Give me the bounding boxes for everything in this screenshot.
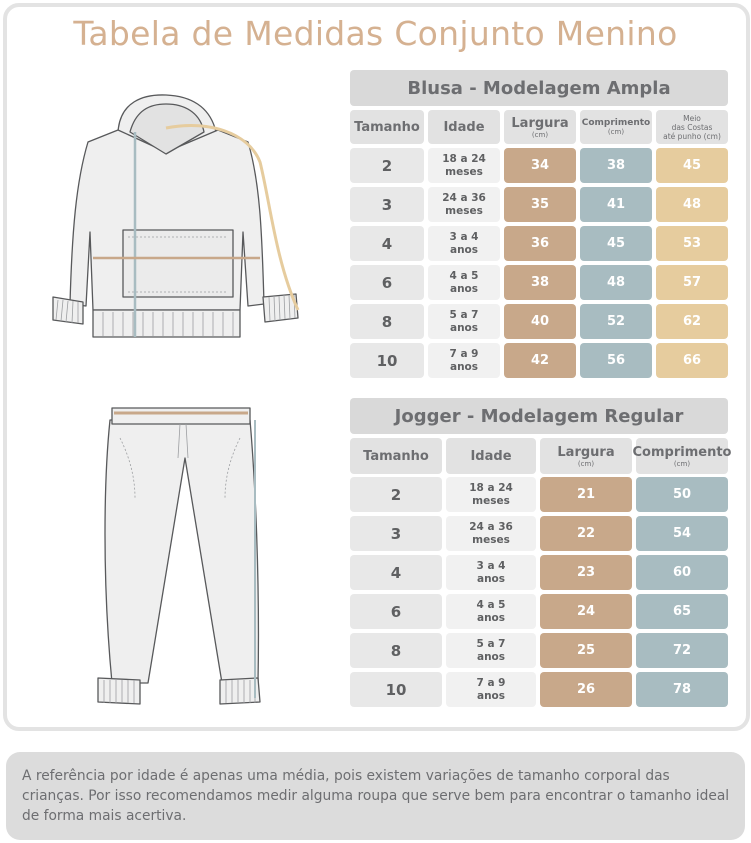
age-cell xyxy=(446,555,536,590)
cell-text: até punho (cm) xyxy=(663,131,721,141)
meio-costas-cell xyxy=(656,148,728,183)
size-cell xyxy=(350,265,424,300)
comprimento-cell xyxy=(580,265,652,300)
cell-text: Largura xyxy=(511,115,569,131)
comprimento-cell xyxy=(636,633,728,668)
largura-cell xyxy=(504,304,576,339)
cell-text: 4 xyxy=(381,234,393,253)
cell-text: 5 a 7 xyxy=(476,637,506,650)
size-cell xyxy=(350,148,424,183)
cell-text: 56 xyxy=(606,353,626,368)
cell-text: 25 xyxy=(576,643,596,658)
cell-text: 45 xyxy=(606,236,626,251)
largura-cell xyxy=(504,265,576,300)
comprimento-cell xyxy=(636,672,728,707)
meio-costas-cell xyxy=(656,226,728,261)
size-cell xyxy=(350,187,424,222)
cell-text: Tamanho xyxy=(363,448,429,464)
cell-text: 78 xyxy=(672,682,692,697)
cell-text: 8 xyxy=(381,312,393,331)
cell-text: (cm) xyxy=(531,130,549,139)
cell-text: Largura xyxy=(557,444,615,460)
comprimento-cell xyxy=(580,148,652,183)
cell-text: 24 xyxy=(576,604,596,619)
cell-text: meses xyxy=(472,494,510,507)
largura-cell xyxy=(540,594,632,629)
largura-cell xyxy=(504,148,576,183)
comprimento-cell xyxy=(580,187,652,222)
comprimento-cell xyxy=(636,477,728,512)
cell-text: 38 xyxy=(530,275,550,290)
cell-text: 10 xyxy=(385,680,407,699)
header-meio-costas xyxy=(656,110,728,144)
jogger-table-heading: Jogger - Modelagem Regular xyxy=(350,398,728,434)
largura-cell xyxy=(540,477,632,512)
header-idade xyxy=(428,110,500,144)
cell-text: 38 xyxy=(606,158,626,173)
comprimento-cell xyxy=(580,343,652,378)
comprimento-cell xyxy=(580,226,652,261)
header-largura xyxy=(504,110,576,144)
header-comprimento xyxy=(580,110,652,144)
cell-text: 42 xyxy=(530,353,550,368)
age-cell xyxy=(446,516,536,551)
cell-text: 2 xyxy=(390,485,402,504)
largura-cell xyxy=(540,672,632,707)
cell-text: 36 xyxy=(530,236,550,251)
cell-text: anos xyxy=(476,650,506,663)
size-cell xyxy=(350,555,442,590)
cell-text: 18 a 24 xyxy=(469,481,513,494)
comprimento-cell xyxy=(636,516,728,551)
cell-text: Tamanho xyxy=(354,119,420,135)
largura-cell xyxy=(540,555,632,590)
cell-text: 21 xyxy=(576,487,596,502)
cell-text: 3 xyxy=(390,524,402,543)
cell-text: 6 xyxy=(390,602,402,621)
size-cell xyxy=(350,226,424,261)
cell-text: 66 xyxy=(682,353,702,368)
meio-costas-cell xyxy=(656,187,728,222)
largura-cell xyxy=(540,633,632,668)
age-cell xyxy=(446,672,536,707)
age-cell xyxy=(428,265,500,300)
age-cell xyxy=(446,633,536,668)
cell-text: 40 xyxy=(530,314,550,329)
cell-text: 41 xyxy=(606,197,626,212)
largura-cell xyxy=(504,343,576,378)
cell-text: 53 xyxy=(682,236,702,251)
cell-text: (cm) xyxy=(607,128,625,136)
cell-text: 48 xyxy=(682,197,702,212)
footer-text: A referência por idade é apenas uma média, pois existem variações de tamanho corporal das crianças. Por isso recomendamos medir alguma roupa que serve bem para encontrar o tamanho ideal de forma mais acertiva. xyxy=(22,768,730,824)
age-cell xyxy=(428,226,500,261)
cell-text: 45 xyxy=(682,158,702,173)
cell-text: anos xyxy=(449,360,479,373)
cell-text: 7 a 9 xyxy=(449,347,479,360)
size-cell xyxy=(350,594,442,629)
size-cell xyxy=(350,477,442,512)
largura-cell xyxy=(540,516,632,551)
size-cell xyxy=(350,304,424,339)
meio-costas-cell xyxy=(656,265,728,300)
cell-text: anos xyxy=(476,611,506,624)
header-comprimento xyxy=(632,438,732,474)
cell-text: 3 a 4 xyxy=(449,230,479,243)
cell-text: 34 xyxy=(530,158,550,173)
largura-cell xyxy=(504,187,576,222)
cell-text: Idade xyxy=(443,119,485,135)
cell-text: meses xyxy=(445,204,483,217)
header-largura xyxy=(540,438,632,474)
cell-text: (cm) xyxy=(577,459,595,468)
cell-text: meses xyxy=(472,533,510,546)
cell-text: 4 a 5 xyxy=(449,269,479,282)
size-cell xyxy=(350,633,442,668)
size-cell xyxy=(350,343,424,378)
page-title: Tabela de Medidas Conjunto Menino xyxy=(73,14,678,53)
cell-text: 3 xyxy=(381,195,393,214)
comprimento-cell xyxy=(636,594,728,629)
meio-costas-cell xyxy=(656,304,728,339)
cell-text: meses xyxy=(445,165,483,178)
age-cell xyxy=(446,477,536,512)
cell-text: Comprimento xyxy=(632,444,732,460)
header-idade xyxy=(446,438,536,474)
header-tamanho xyxy=(350,438,442,474)
cell-text: Meio xyxy=(683,113,701,123)
comprimento-cell xyxy=(580,304,652,339)
cell-text: Comprimento xyxy=(581,118,651,128)
cell-text: 50 xyxy=(672,487,692,502)
cell-text: 5 a 7 xyxy=(449,308,479,321)
cell-text: anos xyxy=(449,243,479,256)
age-cell xyxy=(428,304,500,339)
cell-text: 24 a 36 xyxy=(469,520,513,533)
cell-text: 57 xyxy=(682,275,702,290)
cell-text: 48 xyxy=(606,275,626,290)
cell-text: 4 xyxy=(390,563,402,582)
cell-text: das Costas xyxy=(671,122,713,132)
cell-text: (cm) xyxy=(673,459,691,468)
largura-cell xyxy=(504,226,576,261)
age-cell xyxy=(446,594,536,629)
age-cell xyxy=(428,343,500,378)
cell-text: 3 a 4 xyxy=(476,559,506,572)
cell-text: anos xyxy=(476,689,506,702)
cell-text: 35 xyxy=(530,197,550,212)
cell-text: 65 xyxy=(672,604,692,619)
comprimento-cell xyxy=(636,555,728,590)
cell-text: 18 a 24 xyxy=(442,152,486,165)
size-cell xyxy=(350,516,442,551)
cell-text: 10 xyxy=(376,351,398,370)
cell-text: 22 xyxy=(576,526,596,541)
cell-text: anos xyxy=(476,572,506,585)
cell-text: 7 a 9 xyxy=(476,676,506,689)
cell-text: Idade xyxy=(470,448,512,464)
cell-text: 24 a 36 xyxy=(442,191,486,204)
cell-text: anos xyxy=(449,282,479,295)
cell-text: 8 xyxy=(390,641,402,660)
cell-text: 23 xyxy=(576,565,596,580)
header-tamanho xyxy=(350,110,424,144)
footer-note xyxy=(6,752,745,840)
age-cell xyxy=(428,148,500,183)
cell-text: anos xyxy=(449,321,479,334)
cell-text: 72 xyxy=(672,643,692,658)
cell-text: 60 xyxy=(672,565,692,580)
cell-text: 54 xyxy=(672,526,692,541)
cell-text: 52 xyxy=(606,314,626,329)
age-cell xyxy=(428,187,500,222)
size-cell xyxy=(350,672,442,707)
cell-text: 6 xyxy=(381,273,393,292)
cell-text: 26 xyxy=(576,682,596,697)
hoodie-illustration xyxy=(48,92,308,342)
cell-text: 4 a 5 xyxy=(476,598,506,611)
cell-text: 2 xyxy=(381,156,393,175)
cell-text: 62 xyxy=(682,314,702,329)
jogger-illustration xyxy=(90,398,270,708)
meio-costas-cell xyxy=(656,343,728,378)
blusa-table-heading: Blusa - Modelagem Ampla xyxy=(350,70,728,106)
